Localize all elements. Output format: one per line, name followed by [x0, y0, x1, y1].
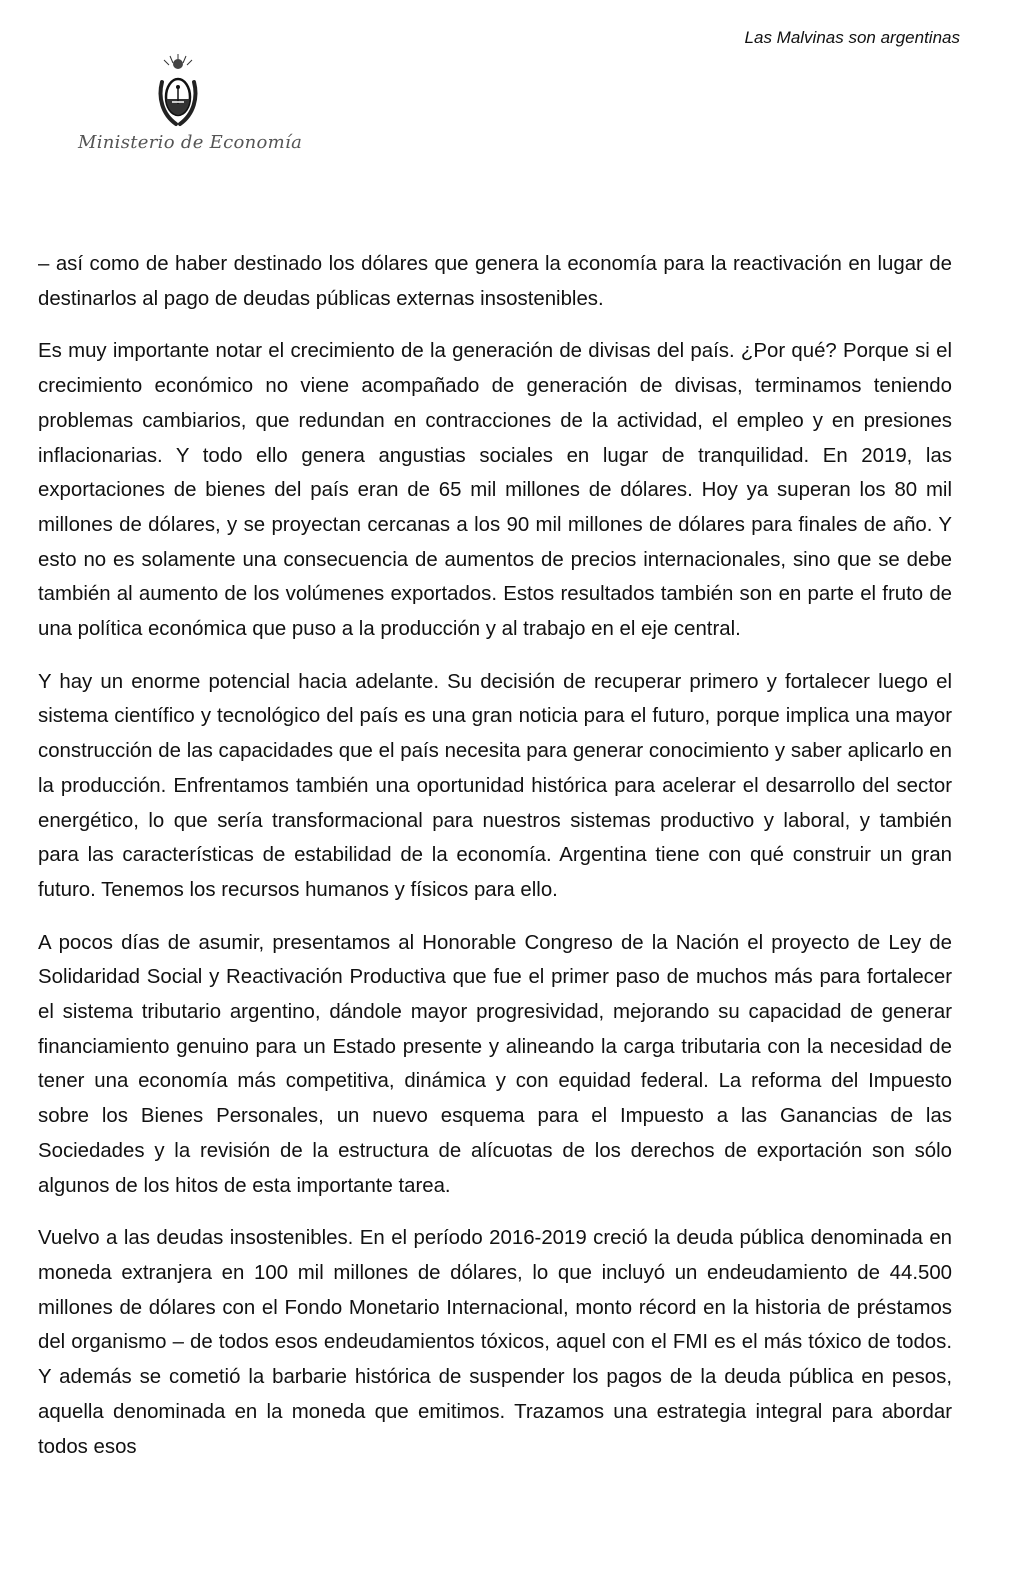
paragraph: Es muy importante notar el crecimiento de la generación de divisas del país. ¿Por qué? Porque si el crecimiento económico no viene acompañado de generación de divisas, terminamos teniendo problemas cambiarios, que redundan en contracciones de la actividad, el empleo y en presiones inflacionarias. Y todo ello genera angustias sociales en lugar de tranquilidad. En 2019, las exportaciones de bienes del país eran de 65 mil millones de dólares. Hoy ya superan los 80 mil millones de dólares, y se proyectan cercanas a los 90 mil millones de dólares para finales de año. Y esto no es solamente una consecuencia de aumentos de precios internacionales, sino que se debe también al aumento de los volúmenes exportados. Estos resultados también son en parte el fruto de una política económica que puso a la producción y al trabajo en el eje central.	[38, 340, 952, 641]
coat-of-arms-icon	[156, 52, 200, 130]
document-body	[38, 247, 952, 1482]
header-motto: Las Malvinas son argentinas	[744, 28, 960, 47]
letterhead	[78, 52, 303, 162]
paragraph: Y hay un enorme potencial hacia adelante. Su decisión de recuperar primero y fortalecer luego el sistema científico y tecnológico del país es una gran noticia para el futuro, porque implica una mayor construcción de las capacidades que el país necesita para generar conocimiento y saber aplicarlo en la producción. Enfrentamos también una oportunidad histórica para acelerar el desarrollo del sector energético, lo que sería transformacional para nuestros sistemas productivo y laboral, y también para las características de estabilidad de la economía. Argentina tiene con qué construir un gran futuro. Tenemos los recursos humanos y físicos para ello.	[38, 670, 952, 901]
ministry-name: Ministerio de Economía	[78, 132, 303, 153]
paragraph: A pocos días de asumir, presentamos al Honorable Congreso de la Nación el proyecto de Ley de Solidaridad Social y Reactivación Productiva que fue el primer paso de muchos más para fortalecer el sistema tributario argentino, dándole mayor progresividad, mejorando su capacidad de generar financiamiento genuino para un Estado presente y alineando la carga tributaria con la necesidad de tener una economía más competitiva, dinámica y con equidad federal. La reforma del Impuesto sobre los Bienes Personales, un nuevo esquema para el Impuesto a las Ganancias de las Sociedades y la revisión de la estructura de alícuotas de los derechos de exportación son sólo algunos de los hitos de esta importante tarea.	[38, 931, 952, 1197]
paragraph: – así como de haber destinado los dólares que genera la economía para la reactivación en lugar de destinarlos al pago de deudas públicas externas insostenibles.	[38, 253, 952, 310]
paragraph: Vuelvo a las deudas insostenibles. En el período 2016-2019 creció la deuda pública denominada en moneda extranjera en 100 mil millones de dólares, lo que incluyó un endeudamiento de 44.500 millones de dólares con el Fondo Monetario Internacional, monto récord en la historia de préstamos del organismo – de todos esos endeudamientos tóxicos, aquel con el FMI es el más tóxico de todos. Y además se cometió la barbarie histórica de suspender los pagos de la deuda pública en pesos, aquella denominada en la moneda que emitimos. Trazamos una estrategia integral para abordar todos esos	[38, 1227, 952, 1458]
